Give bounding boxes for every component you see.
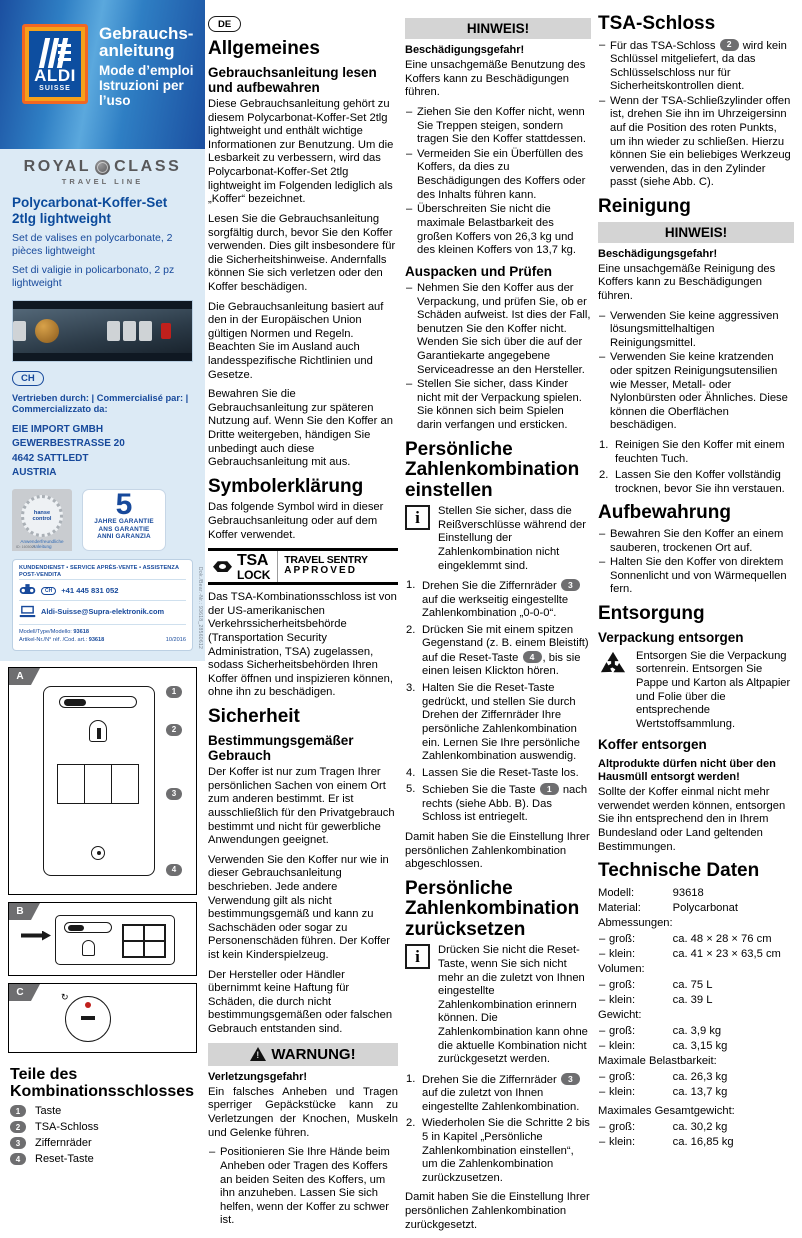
- paragraph: Sollte der Koffer einmal nicht mehr verwendet werden können, entsorgen Sie ihn entsprechend den in Ihrem Bundesland oder Land geltenden Bestimmungen.: [598, 786, 786, 853]
- paragraph: Damit haben Sie die Einstellung Ihrer persönlichen Zahlenkombination zurückgesetzt.: [405, 1191, 590, 1231]
- spec-row: [598, 1085, 794, 1100]
- heading-koffer-entsorgen: Koffer entsorgen: [598, 737, 707, 753]
- bullet-item: – Überschreiten Sie nicht die maximale Belastbarkeit des großen Koffers von 26,3 kg und des kleinen Koffers von 13,7 kg.: [405, 203, 591, 257]
- heading-symbolerklaerung: Symbolerklärung: [208, 475, 364, 497]
- spec-value: ca. 3,15 kg: [672, 1039, 728, 1052]
- heading-aufbewahrung: Aufbewahrung: [598, 502, 731, 524]
- heading-reinigung: Reinigung: [598, 196, 691, 217]
- notice-banner: HINWEIS!: [405, 18, 591, 39]
- spec-value: ca. 75 L: [672, 978, 713, 991]
- badges-row: [12, 489, 193, 551]
- document-code: Dok./Bear.-Nr.: 93618_28560612: [197, 567, 203, 650]
- figure-b-tag: B: [9, 903, 31, 920]
- spec-row: [598, 1008, 794, 1023]
- step-item: Reinigen Sie den Koffer mit einem feuchten Tuch.: [615, 439, 785, 465]
- bullet-item: – Ziehen Sie den Koffer nicht, wenn Sie Treppen steigen, sondern tragen Sie den Koffer stattdessen.: [405, 106, 591, 147]
- text-column-2: [208, 0, 398, 1234]
- warning-bullets: [208, 1146, 398, 1228]
- bullet-item: – Wenn der TSA-Schließzylinder offen ist, drehen Sie ihn im Uhrzeigersinn auf die Position des roten Punkts, um ihn wieder zu schließen. Hierzu können Sie ein beliebiges Werkzeug verwenden, das in den Zylinder passt (siehe Abb. C).: [598, 95, 794, 190]
- phone-country-code: CH: [41, 587, 56, 595]
- spec-key: – klein:: [598, 1135, 673, 1150]
- part-item: [10, 1105, 195, 1117]
- spec-value: ca. 39 L: [672, 993, 713, 1006]
- altprodukte-warning: Altprodukte dürfen nicht über den Hausmüll entsorgt werden!: [598, 757, 776, 783]
- parts-title: Teile des Kombinationsschlosses: [10, 1065, 195, 1101]
- text-column-4: [598, 0, 794, 1150]
- heading-kombination-zuruecksetzen: Persönliche Zahlenkombination zurücksetzen: [405, 877, 580, 940]
- royal-class-logo: [12, 158, 193, 176]
- spec-row: [598, 978, 794, 993]
- approved-label: APPROVED: [284, 565, 358, 577]
- royal-word-right: CLASS: [114, 158, 182, 175]
- bullet-item: – Halten Sie den Koffer von direktem Sonnenlicht und von Wärmequellen fern.: [598, 556, 794, 597]
- figure-a: [8, 667, 197, 895]
- figure-a-callout-2: 2: [166, 724, 182, 736]
- article-value: 93618: [88, 637, 105, 644]
- spec-row: [598, 1054, 794, 1069]
- figure-c: [8, 983, 197, 1053]
- heading-auspacken-pruefen: Auspacken und Prüfen: [405, 263, 553, 279]
- figure-b: [8, 902, 197, 976]
- spec-key: – klein:: [598, 947, 673, 962]
- spec-key: Maximale Belastbarkeit:: [598, 1055, 717, 1068]
- service-email-row: [19, 600, 186, 621]
- product-title-fr: Set de valises en polycarbonate, 2 pièces lightweight: [12, 232, 173, 258]
- warning-triangle-icon: [250, 1047, 266, 1061]
- reset-steps: [405, 1073, 591, 1186]
- heading-beschaedigungsgefahr: Beschädigungsgefahr!: [598, 247, 718, 260]
- spec-row: [598, 1039, 794, 1054]
- guarantee-it: ANNI GARANZIA: [97, 533, 151, 541]
- spec-key: – klein:: [598, 1039, 673, 1054]
- step-item: Drehen Sie die Ziffernräder 3 auf die zuletzt von Ihnen eingestellte Zahlenkombination.: [422, 1073, 580, 1113]
- bullet-item: – Bewahren Sie den Koffer an einem sauberen, trockenen Ort auf.: [598, 528, 794, 555]
- title-fr: Mode d’emploi: [99, 62, 194, 78]
- spec-row: [598, 1120, 794, 1135]
- rotate-arrow-icon: ↻: [61, 991, 69, 1002]
- spec-row: [598, 1100, 794, 1119]
- red-dot-icon: [85, 1002, 91, 1008]
- part-ref: 1: [540, 783, 559, 795]
- warning-banner: [208, 1043, 398, 1066]
- guarantee-de: JAHRE GARANTIE: [94, 518, 154, 526]
- paragraph: Lesen Sie die Gebrauchsanleitung sorgfältig durch, bevor Sie den Koffer verwenden. Dies gilt insbesondere für die Sicherheitshinweise. Andernfalls können Sie sich verletzen oder den Koffer beschädigen.: [208, 212, 396, 293]
- service-footer: [19, 624, 186, 644]
- paragraph: Der Hersteller oder Händler übernimmt keine Haftung für Schäden, die durch nicht bestimmungsgemäßen oder falschen Gebrauch entstanden sind.: [208, 968, 393, 1036]
- spec-row: [598, 1070, 794, 1085]
- spec-value: ca. 26,3 kg: [672, 1070, 728, 1083]
- figures-area: [0, 661, 205, 1053]
- paragraph: Die Gebrauchsanleitung basiert auf den in der Europäischen Union gültigen Normen und Regeln. Beachten Sie im Ausland auch landesspezifische Richtlinien und Gesetze.: [208, 300, 384, 381]
- step-item: Wiederholen Sie die Schritte 2 bis 5 in Kapitel „Persönliche Zahlenkombination einstellen“, um die Zahlenkombination zurückzusetzen.: [422, 1117, 590, 1184]
- figure-c-tag: C: [9, 984, 31, 1001]
- spec-value: [673, 1008, 794, 1023]
- product-photo: [12, 300, 193, 362]
- heading-beschaedigungsgefahr: Beschädigungsgefahr!: [405, 44, 525, 56]
- address-line: 4642 SATTLEDT: [12, 452, 89, 464]
- service-phone-row: [19, 579, 186, 600]
- seal-caption: Anwenderfreundliche Anleitung: [20, 538, 64, 549]
- distributor-address: [12, 423, 193, 481]
- info-text: Stellen Sie sicher, dass die Reißverschlüsse während der Einstellung der Zahlenkombination nicht eingeklemmt sind.: [438, 505, 586, 572]
- spec-row: [598, 916, 794, 931]
- spec-key: – groß:: [598, 1070, 673, 1085]
- recycling-text: Entsorgen Sie die Verpackung sortenrein. Entsorgen Sie Pappe und Karton als Altpapier und Folie über die entsprechende Wertstoffsammlung.: [636, 649, 791, 730]
- seal-line-2: control: [32, 515, 52, 522]
- address-line: EIE IMPORT GMBH: [12, 423, 104, 435]
- spec-value: Polycarbonat: [672, 901, 738, 914]
- paragraph: Das TSA-Kombinationsschloss ist von der US-amerikanischen Verkehrssicherheitsbehörde (Transportation Security Administration, TSA) zugelassen, sodass Sicherheitsbehörden Ihren Koffer öffnen und inspizieren können, ohne ihn zu beschädigen.: [208, 591, 397, 699]
- unpacking-bullets: [405, 282, 591, 433]
- cleaning-steps: [598, 439, 794, 496]
- country-badge: CH: [12, 371, 44, 386]
- spec-row: [598, 1024, 794, 1039]
- cover-column: [0, 0, 205, 1166]
- spec-value: [673, 916, 794, 931]
- address-line: GEWERBESTRASSE 20: [12, 438, 125, 450]
- spec-row: [598, 962, 794, 977]
- bullet-item: – Für das TSA-Schloss 2 wird kein Schlüssel mitgeliefert, da das Schlüsselschloss nur für Sicherheitskontrollen dient.: [598, 39, 794, 94]
- text-column-3: [405, 0, 591, 1238]
- paragraph: Eine unsachgemäße Benutzung des Koffers kann zu Beschädigungen führen.: [405, 59, 586, 99]
- model-label: Modell/Type/Modello:: [19, 629, 72, 636]
- heading-allgemeines: Allgemeines: [208, 38, 320, 59]
- computer-icon: [19, 605, 36, 618]
- spec-key: – klein:: [598, 993, 673, 1008]
- guarantee-years: 5: [115, 487, 133, 521]
- figure-a-callout-1: 1: [166, 686, 182, 698]
- lock-diagram: [43, 686, 155, 876]
- info-icon: i: [405, 505, 430, 530]
- bullet-item: – Verwenden Sie keine kratzenden oder spitzen Reinigungsutensilien wie Messer, Metall- oder Nylonbürsten oder Ähnliches. Diese können die Oberflächen beschädigen.: [598, 351, 794, 433]
- aldi-logo: [22, 24, 88, 104]
- heading-technische-daten: Technische Daten: [598, 860, 760, 882]
- recycling-icon: [598, 650, 628, 676]
- phone-icon: [19, 584, 36, 597]
- part-number: 1: [10, 1105, 26, 1117]
- paragraph: Damit haben Sie die Einstellung Ihrer persönlichen Zahlenkombination abgeschlossen.: [405, 830, 590, 871]
- service-heading: KUNDENDIENST • SERVICE APRÈS-VENTE • ASSISTENZA POST-VENDITA: [19, 564, 179, 579]
- guarantee-fr: ANS GARANTIE: [98, 525, 150, 533]
- hansecontrol-seal: [12, 489, 72, 551]
- part-ref: 2: [720, 39, 739, 51]
- spec-key: Material:: [598, 901, 641, 914]
- part-ref: 4: [523, 651, 542, 663]
- spec-row: [598, 947, 794, 962]
- spec-key: – groß:: [598, 978, 673, 993]
- seal-code: ID: 1605001: [16, 544, 36, 549]
- part-number: 2: [10, 1121, 26, 1133]
- bullet-item: – Stellen Sie sicher, dass Kinder nicht mit der Verpackung spielen. Sie können sich beim Spielen darin verfangen und ersticken.: [405, 378, 591, 432]
- spec-row: [598, 993, 794, 1008]
- step-item: Drehen Sie die Ziffernräder 3 auf die werkseitig eingestellte Zahlenkombination „0-0-0“.: [405, 579, 591, 621]
- part-label: TSA-Schloss: [35, 1121, 99, 1134]
- royal-word-left: ROYAL: [23, 158, 92, 175]
- heading-kombination-einstellen: Persönliche Zahlenkombination einstellen: [405, 438, 580, 501]
- model-value: 93618: [73, 629, 89, 636]
- address-line: AUSTRIA: [12, 467, 57, 479]
- title-it: Istruzioni per l’uso: [99, 77, 184, 108]
- arrow-icon: [21, 931, 51, 941]
- paragraph: Das folgende Symbol wird in dieser Gebrauchsanleitung oder auf dem Koffer verwendet.: [208, 501, 384, 541]
- spec-key: – groß:: [598, 1024, 673, 1039]
- bullet-item: – Positionieren Sie Ihre Hände beim Anheben oder Tragen des Koffers an beiden Seiten des Koffers, um ihn anzuheben. Lassen Sie sich helfen, wenn der Koffer zu schwer ist.: [208, 1146, 398, 1228]
- spec-row: [598, 901, 794, 916]
- print-date: 10/2016: [165, 637, 186, 644]
- globe-icon: [95, 160, 110, 175]
- part-label: Reset-Taste: [35, 1153, 94, 1166]
- step-item: Lassen Sie die Reset-Taste los.: [422, 766, 579, 779]
- paragraph: Diese Gebrauchsanleitung gehört zu diesem Polycarbonat-Koffer-Set 2tlg lightweight und enthält wichtige Informationen zur Benutzung. Um die Lesbarkeit zu verbessern, wird das Polycarbonat-Koffer-Set 2tlg lightweight im Folgenden lediglich als „Koffer“ bezeichnet.: [208, 98, 394, 206]
- part-label: Ziffernräder: [35, 1137, 92, 1150]
- heading-tsa-schloss: TSA-Schloss: [598, 13, 716, 34]
- distributor-heading: Vertrieben durch: | Commercialisé par: | Commercializzato da:: [12, 392, 189, 415]
- product-panel: [0, 149, 205, 661]
- spec-value: ca. 13,7 kg: [672, 1085, 728, 1098]
- seal-line-1: hanse: [33, 509, 51, 516]
- spec-value: [673, 962, 794, 977]
- heading-verletzungsgefahr: Verletzungsgefahr!: [208, 1070, 308, 1083]
- part-label: Taste: [35, 1105, 62, 1118]
- heading-lesen-aufbewahren: Gebrauchsanleitung lesen und aufbewahren: [208, 64, 377, 95]
- step-item: Lassen Sie den Koffer vollständig trocknen, bevor Sie ihn verstauen.: [615, 469, 785, 495]
- paragraph: Der Koffer ist nur zum Tragen Ihrer persönlichen Sachen von einem Ort zum anderen bestimmt. Er ist ausschließlich für den Privatgebrauch bestimmt und nicht für gewerbliche Anwendungen geeignet.: [208, 766, 395, 847]
- storage-bullets: [598, 528, 794, 597]
- travel-sentry-label: TRAVEL SENTRY: [284, 554, 368, 567]
- figure-a-callout-3: 3: [166, 788, 182, 800]
- spec-row: [598, 886, 794, 901]
- step-item: Drücken Sie mit einem spitzen Gegenstand (z. B. einem Bleistift) auf die Reset-Taste 4 , bis sie einen leisen Klickton hören.: [422, 623, 589, 678]
- service-email[interactable]: Aldi-Suisse@Supra-elektronik.com: [41, 607, 165, 617]
- specs-table: [598, 886, 794, 1151]
- info-note-1: [405, 505, 591, 573]
- title-de: Gebrauchs-anleitung: [99, 24, 194, 61]
- spec-key: – groß:: [598, 1120, 673, 1135]
- lock-slider-diagram: [55, 915, 175, 965]
- tsa-lock-logo: [208, 548, 398, 585]
- tsa-bullets: [598, 39, 794, 190]
- part-number: 3: [10, 1137, 26, 1149]
- spec-value: ca. 48 × 28 × 76 cm: [672, 932, 772, 945]
- figure-a-tag: A: [9, 668, 31, 685]
- part-item: [10, 1137, 195, 1149]
- cylinder-diagram: [55, 992, 145, 1046]
- service-box: [12, 559, 203, 651]
- bullet-item: – Vermeiden Sie ein Überfüllen des Koffers, da dies zu Beschädigungen des Koffers oder des Inhalts führen kann.: [405, 148, 591, 202]
- step-item: Halten Sie die Reset-Taste gedrückt, und stellen Sie durch Drehen der Ziffernräder Ihre persönliche Zahlenkombination ein. Lernen Sie Ihre persönliche Zahlenkombination auswendig.: [422, 682, 580, 763]
- paragraph: Bewahren Sie die Gebrauchsanleitung zur späteren Nutzung auf. Wenn Sie den Koffer an Dritte weitergeben, händigen Sie unbedingt auch diese Gebrauchsanleitung mit aus.: [208, 388, 393, 469]
- part-ref: 3: [561, 579, 580, 591]
- bullet-item: – Nehmen Sie den Koffer aus der Verpackung, und prüfen Sie, ob er Schäden aufweist. Ist dies der Fall, benutzen Sie den Koffer nicht. Wenden Sie sich über die auf der Garantiekarte angegebene Serviceadresse an den Hersteller.: [405, 282, 591, 377]
- heading-bestimmungsgemaesser-gebrauch: Bestimmungsgemäßer Gebrauch: [208, 732, 354, 763]
- guarantee-badge: [82, 489, 166, 551]
- info-text: Drücken Sie nicht die Reset-Taste, wenn Sie sich nicht mehr an die zuletzt von Ihnen eingestellte Zahlenkombination erinnern können. Die Zahlenkombination kann ohne die aktuelle Kombination nicht zurückgesetzt werden.: [438, 944, 588, 1066]
- spec-value: ca. 41 × 23 × 63,5 cm: [672, 947, 781, 960]
- info-note-2: [405, 944, 591, 1066]
- part-ref: 3: [561, 1073, 580, 1085]
- aldi-header: [0, 0, 205, 149]
- notice-banner: HINWEIS!: [598, 222, 794, 243]
- cleaning-bullets: [598, 310, 794, 433]
- spec-key: Maximales Gesamtgewicht:: [598, 1105, 735, 1118]
- spec-row: [598, 932, 794, 947]
- aldi-logo-sub: SUISSE: [39, 85, 71, 92]
- paragraph: Ein falsches Anheben und Tragen sperriger Gepäckstücke kann zu Verletzungen der Knochen, Muskeln und Gelenke führen.: [208, 1085, 398, 1139]
- paragraph: Eine unsachgemäße Reinigung des Koffers kann zu Beschädigungen führen.: [598, 262, 776, 302]
- royal-tagline: TRAVEL LINE: [61, 177, 144, 186]
- product-title-it: Set di valigie in policarbonato, 2 pz lightweight: [12, 264, 175, 290]
- damage-bullets: [405, 106, 591, 258]
- spec-key: Abmessungen:: [598, 917, 673, 930]
- manual-titles: [99, 24, 195, 108]
- language-badge: DE: [208, 16, 241, 32]
- spec-key: – groß:: [598, 932, 673, 947]
- heading-sicherheit: Sicherheit: [208, 706, 300, 728]
- paragraph: Verwenden Sie den Koffer nur wie in dieser Gebrauchsanleitung beschrieben. Jede andere Verwendung gilt als nicht bestimmungsgemäß und kann zu Sachschäden oder sogar zu Personenschäden führen. Der Koffer ist kein Kinderspielzeug.: [208, 853, 391, 962]
- spec-value: ca. 3,9 kg: [672, 1024, 722, 1037]
- spec-key: – klein:: [598, 1085, 673, 1100]
- spec-value: ca. 16,85 kg: [672, 1135, 734, 1148]
- tsa-diamond-icon: [213, 561, 232, 572]
- tsa-word-b: LOCK: [237, 567, 271, 582]
- spec-key: Volumen:: [598, 963, 645, 976]
- bullet-item: – Verwenden Sie keine aggressiven lösungsmittelhaltigen Reinigungsmittel.: [598, 310, 794, 351]
- aldi-logo-word: ALDI: [34, 66, 76, 85]
- service-phone[interactable]: +41 445 831 052: [61, 586, 119, 596]
- article-label: Artikel-Nr./N° réf. /Cod. art.:: [19, 637, 88, 644]
- part-item: [10, 1121, 195, 1133]
- part-number: 4: [10, 1153, 26, 1165]
- recycling-note: [598, 650, 794, 732]
- heading-verpackung-entsorgen: Verpackung entsorgen: [598, 629, 744, 645]
- product-title-de: Polycarbonat-Koffer-Set 2tlg lightweight: [12, 195, 168, 226]
- spec-key: Gewicht:: [598, 1009, 642, 1022]
- spec-key: Modell:: [598, 886, 635, 899]
- part-item: [10, 1153, 195, 1165]
- aldi-stripes-icon: [31, 38, 79, 70]
- heading-entsorgung: Entsorgung: [598, 603, 705, 625]
- info-icon: i: [405, 944, 430, 969]
- figure-a-callout-4: 4: [166, 864, 182, 876]
- spec-row: [598, 1135, 794, 1150]
- spec-value: ca. 30,2 kg: [672, 1120, 728, 1133]
- step-item: Schieben Sie die Taste 1 nach rechts (siehe Abb. B). Das Schloss ist entriegelt.: [422, 784, 588, 824]
- setup-steps: [405, 579, 591, 825]
- warning-label: WARNUNG!: [271, 1045, 356, 1063]
- parts-list: [0, 1105, 205, 1177]
- spec-value: 93618: [672, 886, 704, 899]
- tsa-word-a: TSA: [237, 551, 269, 569]
